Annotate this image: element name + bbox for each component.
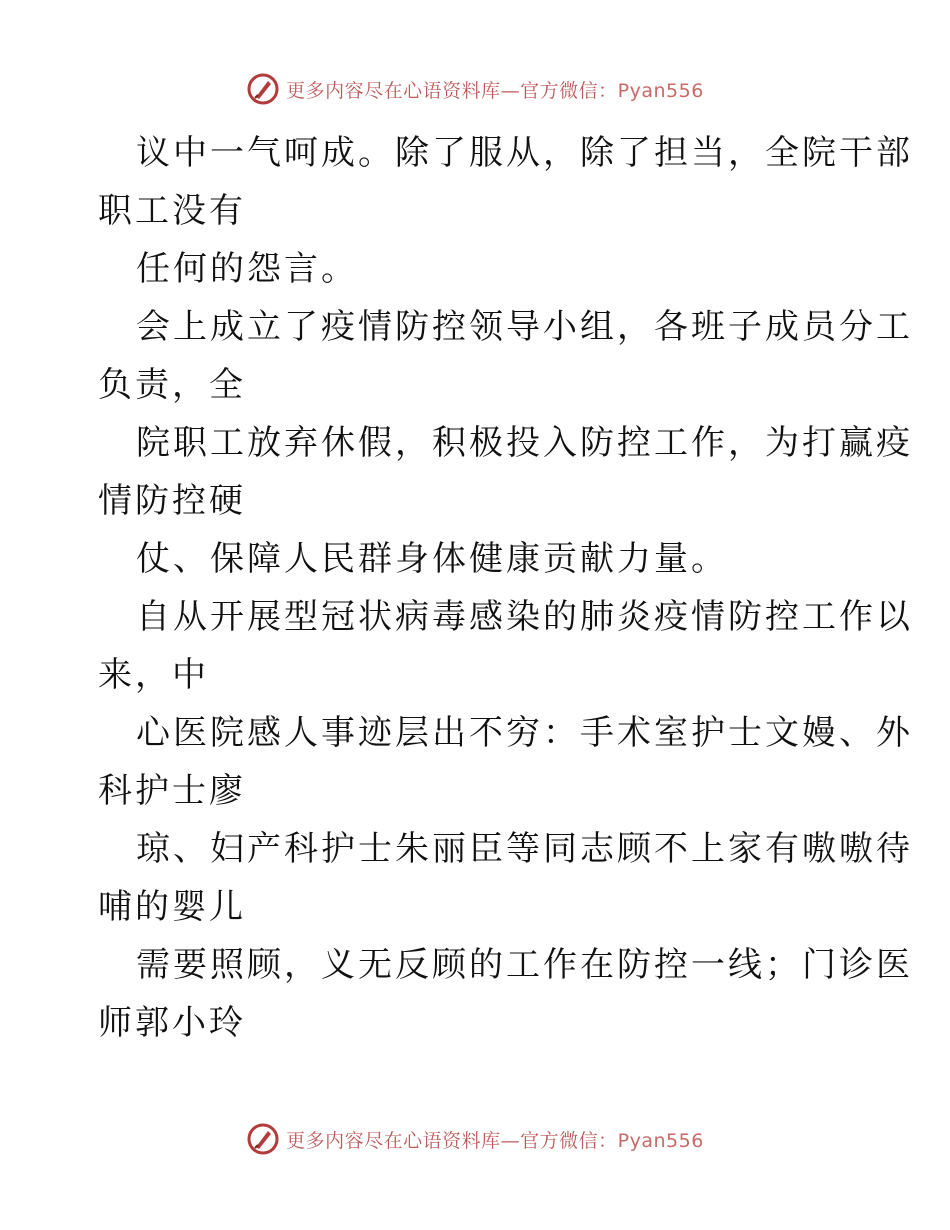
page-footer-banner <box>0 1122 950 1156</box>
text-line: 琼、妇产科护士朱丽臣等同志顾不上家有嗷嗷待 <box>136 829 913 869</box>
text-line: 哺的婴儿 <box>98 887 246 927</box>
header-banner-text <box>286 76 704 103</box>
text-line: 需要照顾，义无反顾的工作在防控一线；门诊医 <box>136 945 913 985</box>
quill-pen-icon <box>246 1122 280 1156</box>
text-line: 会上成立了疫情防控领导小组，各班子成员分工 <box>136 307 913 347</box>
footer-wechat-id: Pyan556 <box>617 1129 704 1152</box>
header-banner-label: 更多内容尽在心语资料库—官方微信： <box>286 79 618 102</box>
text-line: 师郭小玲 <box>98 1003 246 1043</box>
text-line: 来，中 <box>98 655 209 695</box>
quill-pen-icon <box>246 72 280 106</box>
document-body <box>98 124 913 1052</box>
text-line: 仗、保障人民群身体健康贡献力量。 <box>136 539 728 579</box>
text-line: 情防控硬 <box>98 481 246 521</box>
text-line: 心医院感人事迹层出不穷：手术室护士文嫚、外 <box>136 713 913 753</box>
page-header-banner <box>0 72 950 106</box>
text-line: 自从开展型冠状病毒感染的肺炎疫情防控工作以 <box>136 597 913 637</box>
text-line: 院职工放弃休假，积极投入防控工作，为打赢疫 <box>136 423 913 463</box>
text-line: 任何的怨言。 <box>136 249 358 289</box>
text-line: 科护士廖 <box>98 771 246 811</box>
footer-banner-label: 更多内容尽在心语资料库—官方微信： <box>286 1129 618 1152</box>
text-line: 负责，全 <box>98 365 246 405</box>
text-line: 议中一气呵成。除了服从，除了担当，全院干部 <box>136 133 913 173</box>
header-wechat-id: Pyan556 <box>617 79 704 102</box>
text-line: 职工没有 <box>98 191 246 231</box>
footer-banner-text <box>286 1126 704 1153</box>
